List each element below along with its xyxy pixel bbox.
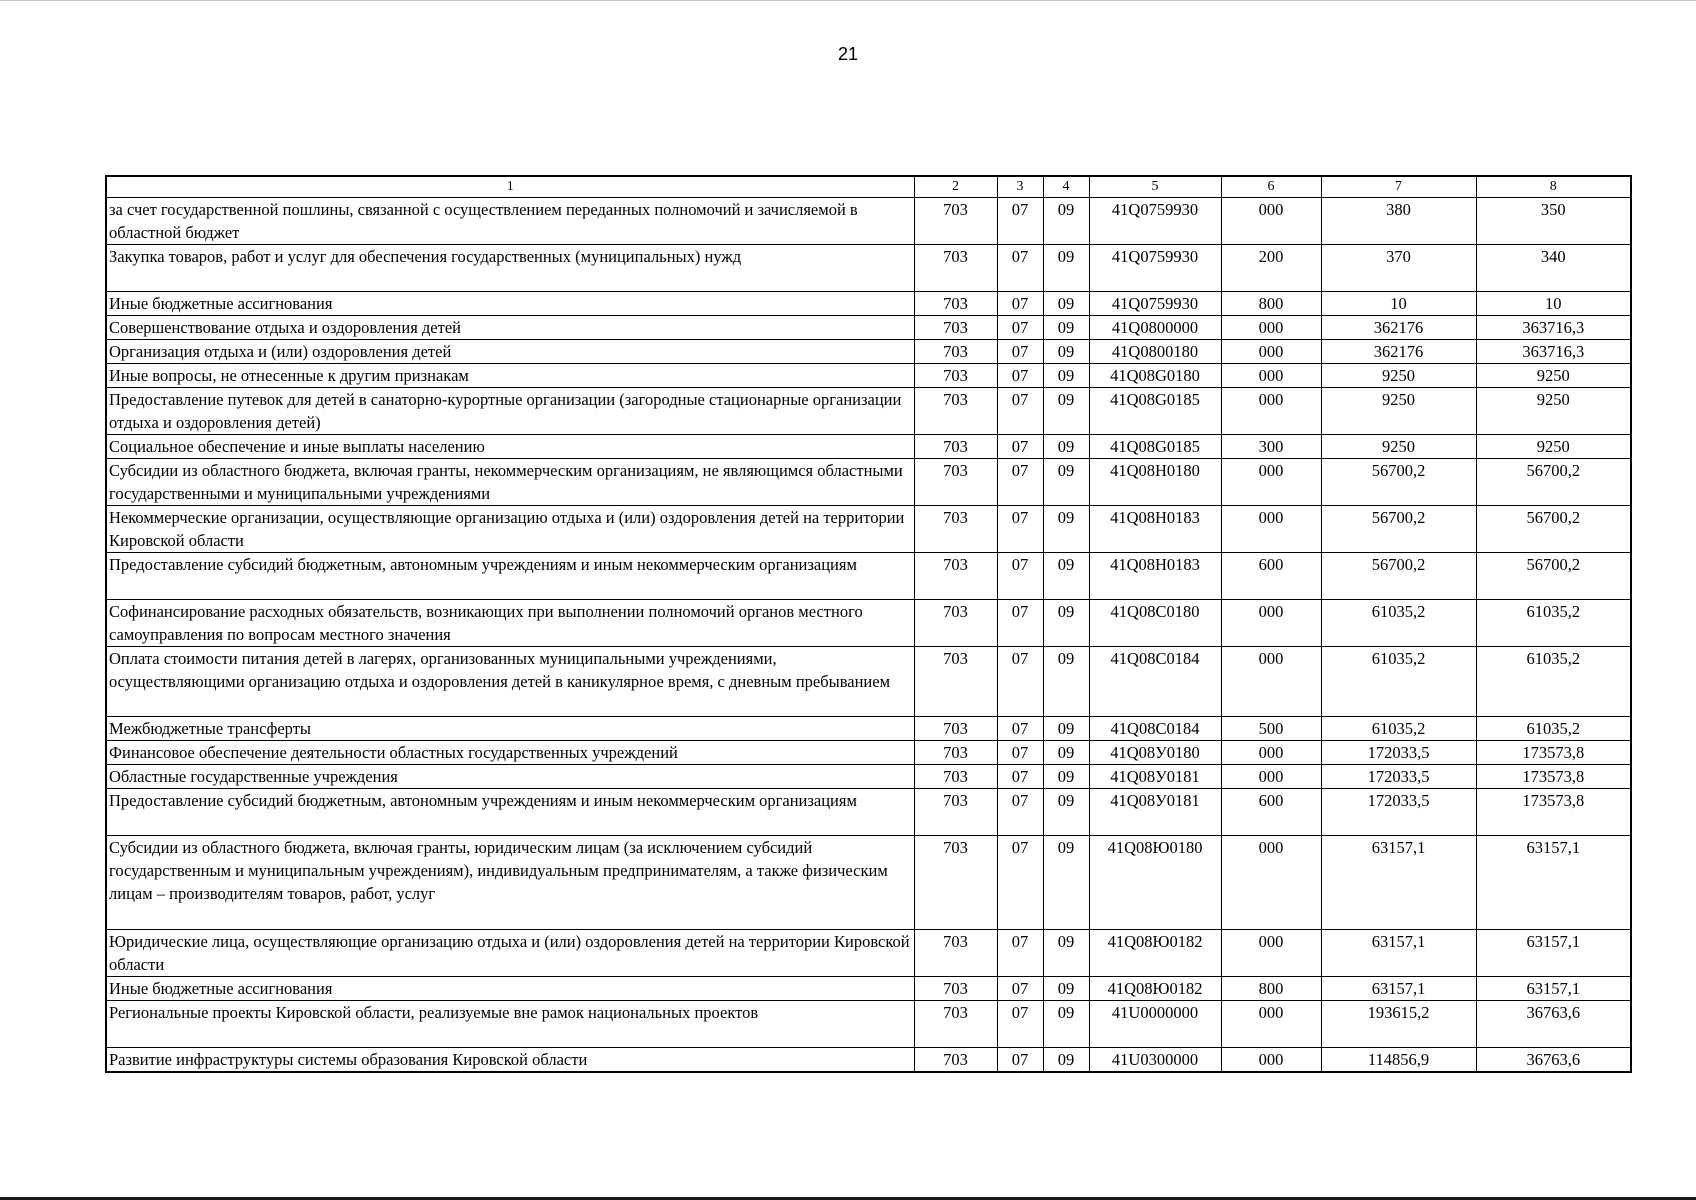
value-8-cell: 173573,8 bbox=[1476, 789, 1631, 836]
table-row bbox=[106, 364, 1631, 388]
row-name-cell: Областные государственные учреждения bbox=[106, 765, 914, 789]
col4-cell: 09 bbox=[1043, 292, 1089, 316]
col3-cell: 07 bbox=[997, 836, 1043, 930]
code-cell: 41Q08C0184 bbox=[1089, 717, 1221, 741]
type-cell: 000 bbox=[1221, 506, 1321, 553]
col3-cell: 07 bbox=[997, 765, 1043, 789]
col4-cell: 09 bbox=[1043, 388, 1089, 435]
code-cell: 41Q08H0180 bbox=[1089, 459, 1221, 506]
col2-cell: 703 bbox=[914, 198, 997, 245]
col3-cell: 07 bbox=[997, 292, 1043, 316]
row-name-cell: Совершенствование отдыха и оздоровления детей bbox=[106, 316, 914, 340]
column-header: 5 bbox=[1089, 176, 1221, 198]
col3-cell: 07 bbox=[997, 388, 1043, 435]
value-8-cell: 61035,2 bbox=[1476, 717, 1631, 741]
table-row bbox=[106, 1001, 1631, 1048]
value-8-cell: 363716,3 bbox=[1476, 340, 1631, 364]
col4-cell: 09 bbox=[1043, 741, 1089, 765]
table-row bbox=[106, 789, 1631, 836]
col4-cell: 09 bbox=[1043, 1048, 1089, 1073]
row-name-cell: Субсидии из областного бюджета, включая гранты, юридическим лицам (за исключением субсидий государственным и муниципальным учреждениям), индивидуальным предпринимателям, а также физическим лицам – производителям товаров, работ, услуг bbox=[106, 836, 914, 930]
col3-cell: 07 bbox=[997, 506, 1043, 553]
type-cell: 000 bbox=[1221, 741, 1321, 765]
col4-cell: 09 bbox=[1043, 717, 1089, 741]
col3-cell: 07 bbox=[997, 198, 1043, 245]
col3-cell: 07 bbox=[997, 741, 1043, 765]
row-name-cell: Некоммерческие организации, осуществляющие организацию отдыха и (или) оздоровления детей на территории Кировской области bbox=[106, 506, 914, 553]
value-8-cell: 340 bbox=[1476, 245, 1631, 292]
col2-cell: 703 bbox=[914, 836, 997, 930]
col2-cell: 703 bbox=[914, 364, 997, 388]
table-row bbox=[106, 600, 1631, 647]
row-name-cell: Социальное обеспечение и иные выплаты населению bbox=[106, 435, 914, 459]
col4-cell: 09 bbox=[1043, 600, 1089, 647]
table-row bbox=[106, 340, 1631, 364]
value-7-cell: 172033,5 bbox=[1321, 741, 1476, 765]
col2-cell: 703 bbox=[914, 553, 997, 600]
col2-cell: 703 bbox=[914, 292, 997, 316]
type-cell: 000 bbox=[1221, 1048, 1321, 1073]
table-row bbox=[106, 930, 1631, 977]
type-cell: 000 bbox=[1221, 600, 1321, 647]
table-row bbox=[106, 836, 1631, 930]
col3-cell: 07 bbox=[997, 717, 1043, 741]
code-cell: 41Q0759930 bbox=[1089, 198, 1221, 245]
col2-cell: 703 bbox=[914, 316, 997, 340]
table-header-row bbox=[106, 176, 1631, 198]
value-8-cell: 36763,6 bbox=[1476, 1001, 1631, 1048]
code-cell: 41Q08G0185 bbox=[1089, 388, 1221, 435]
table-row bbox=[106, 292, 1631, 316]
row-name-cell: Оплата стоимости питания детей в лагерях, организованных муниципальными учреждениями, осуществляющими организацию отдыха и оздоровления детей в каникулярное время, с дневным пребыванием bbox=[106, 647, 914, 717]
table-row bbox=[106, 765, 1631, 789]
col4-cell: 09 bbox=[1043, 836, 1089, 930]
type-cell: 000 bbox=[1221, 930, 1321, 977]
col4-cell: 09 bbox=[1043, 198, 1089, 245]
col2-cell: 703 bbox=[914, 435, 997, 459]
col4-cell: 09 bbox=[1043, 316, 1089, 340]
table-row bbox=[106, 506, 1631, 553]
col4-cell: 09 bbox=[1043, 506, 1089, 553]
column-header: 3 bbox=[997, 176, 1043, 198]
value-7-cell: 9250 bbox=[1321, 435, 1476, 459]
code-cell: 41U0300000 bbox=[1089, 1048, 1221, 1073]
type-cell: 000 bbox=[1221, 1001, 1321, 1048]
col2-cell: 703 bbox=[914, 340, 997, 364]
value-8-cell: 9250 bbox=[1476, 388, 1631, 435]
column-header: 1 bbox=[106, 176, 914, 198]
value-7-cell: 61035,2 bbox=[1321, 647, 1476, 717]
col2-cell: 703 bbox=[914, 459, 997, 506]
table-row bbox=[106, 435, 1631, 459]
col4-cell: 09 bbox=[1043, 245, 1089, 292]
value-8-cell: 363716,3 bbox=[1476, 316, 1631, 340]
type-cell: 000 bbox=[1221, 198, 1321, 245]
value-8-cell: 173573,8 bbox=[1476, 765, 1631, 789]
value-8-cell: 63157,1 bbox=[1476, 836, 1631, 930]
col4-cell: 09 bbox=[1043, 553, 1089, 600]
code-cell: 41Q08Ю0182 bbox=[1089, 977, 1221, 1001]
col2-cell: 703 bbox=[914, 506, 997, 553]
value-7-cell: 380 bbox=[1321, 198, 1476, 245]
value-8-cell: 61035,2 bbox=[1476, 600, 1631, 647]
value-7-cell: 63157,1 bbox=[1321, 930, 1476, 977]
table-row bbox=[106, 977, 1631, 1001]
col4-cell: 09 bbox=[1043, 765, 1089, 789]
col3-cell: 07 bbox=[997, 316, 1043, 340]
col3-cell: 07 bbox=[997, 340, 1043, 364]
table-row bbox=[106, 245, 1631, 292]
value-8-cell: 173573,8 bbox=[1476, 741, 1631, 765]
table-row bbox=[106, 647, 1631, 717]
table-row bbox=[106, 459, 1631, 506]
table-row bbox=[106, 1048, 1631, 1073]
type-cell: 000 bbox=[1221, 340, 1321, 364]
code-cell: 41Q08У0181 bbox=[1089, 765, 1221, 789]
col2-cell: 703 bbox=[914, 765, 997, 789]
value-8-cell: 63157,1 bbox=[1476, 977, 1631, 1001]
table-row bbox=[106, 198, 1631, 245]
row-name-cell: Иные вопросы, не отнесенные к другим признакам bbox=[106, 364, 914, 388]
type-cell: 600 bbox=[1221, 553, 1321, 600]
col2-cell: 703 bbox=[914, 600, 997, 647]
column-header: 7 bbox=[1321, 176, 1476, 198]
code-cell: 41U0000000 bbox=[1089, 1001, 1221, 1048]
value-7-cell: 63157,1 bbox=[1321, 977, 1476, 1001]
value-8-cell: 9250 bbox=[1476, 364, 1631, 388]
row-name-cell: Развитие инфраструктуры системы образования Кировской области bbox=[106, 1048, 914, 1073]
table-body bbox=[106, 198, 1631, 1073]
col2-cell: 703 bbox=[914, 930, 997, 977]
row-name-cell: Финансовое обеспечение деятельности областных государственных учреждений bbox=[106, 741, 914, 765]
top-rule bbox=[0, 0, 1696, 1]
value-8-cell: 36763,6 bbox=[1476, 1048, 1631, 1073]
row-name-cell: Межбюджетные трансферты bbox=[106, 717, 914, 741]
col2-cell: 703 bbox=[914, 717, 997, 741]
table-row bbox=[106, 553, 1631, 600]
type-cell: 000 bbox=[1221, 647, 1321, 717]
type-cell: 800 bbox=[1221, 977, 1321, 1001]
value-8-cell: 63157,1 bbox=[1476, 930, 1631, 977]
col4-cell: 09 bbox=[1043, 977, 1089, 1001]
code-cell: 41Q08Ю0180 bbox=[1089, 836, 1221, 930]
col2-cell: 703 bbox=[914, 1048, 997, 1073]
value-7-cell: 63157,1 bbox=[1321, 836, 1476, 930]
col2-cell: 703 bbox=[914, 741, 997, 765]
type-cell: 500 bbox=[1221, 717, 1321, 741]
col2-cell: 703 bbox=[914, 789, 997, 836]
table-row bbox=[106, 741, 1631, 765]
value-8-cell: 10 bbox=[1476, 292, 1631, 316]
row-name-cell: Софинансирование расходных обязательств, возникающих при выполнении полномочий органов местного самоуправления по вопросам местного значения bbox=[106, 600, 914, 647]
value-7-cell: 193615,2 bbox=[1321, 1001, 1476, 1048]
type-cell: 300 bbox=[1221, 435, 1321, 459]
value-7-cell: 56700,2 bbox=[1321, 553, 1476, 600]
col4-cell: 09 bbox=[1043, 459, 1089, 506]
code-cell: 41Q08У0180 bbox=[1089, 741, 1221, 765]
value-7-cell: 370 bbox=[1321, 245, 1476, 292]
col4-cell: 09 bbox=[1043, 340, 1089, 364]
code-cell: 41Q08C0184 bbox=[1089, 647, 1221, 717]
value-8-cell: 9250 bbox=[1476, 435, 1631, 459]
type-cell: 000 bbox=[1221, 765, 1321, 789]
row-name-cell: Юридические лица, осуществляющие организацию отдыха и (или) оздоровления детей на территории Кировской области bbox=[106, 930, 914, 977]
col2-cell: 703 bbox=[914, 1001, 997, 1048]
value-7-cell: 56700,2 bbox=[1321, 459, 1476, 506]
code-cell: 41Q08У0181 bbox=[1089, 789, 1221, 836]
value-8-cell: 56700,2 bbox=[1476, 459, 1631, 506]
value-7-cell: 172033,5 bbox=[1321, 789, 1476, 836]
col4-cell: 09 bbox=[1043, 930, 1089, 977]
column-header: 6 bbox=[1221, 176, 1321, 198]
col4-cell: 09 bbox=[1043, 364, 1089, 388]
col4-cell: 09 bbox=[1043, 435, 1089, 459]
code-cell: 41Q0759930 bbox=[1089, 292, 1221, 316]
page-number: 21 bbox=[837, 44, 859, 64]
code-cell: 41Q08G0180 bbox=[1089, 364, 1221, 388]
type-cell: 000 bbox=[1221, 836, 1321, 930]
column-header: 2 bbox=[914, 176, 997, 198]
row-name-cell: Предоставление субсидий бюджетным, автономным учреждениям и иным некоммерческим организациям bbox=[106, 789, 914, 836]
col3-cell: 07 bbox=[997, 459, 1043, 506]
budget-table bbox=[105, 175, 1632, 1073]
table-row bbox=[106, 316, 1631, 340]
value-7-cell: 172033,5 bbox=[1321, 765, 1476, 789]
type-cell: 000 bbox=[1221, 316, 1321, 340]
row-name-cell: за счет государственной пошлины, связанной с осуществлением переданных полномочий и зачисляемой в областной бюджет bbox=[106, 198, 914, 245]
code-cell: 41Q0800000 bbox=[1089, 316, 1221, 340]
col2-cell: 703 bbox=[914, 245, 997, 292]
column-header: 8 bbox=[1476, 176, 1631, 198]
value-7-cell: 362176 bbox=[1321, 340, 1476, 364]
row-name-cell: Организация отдыха и (или) оздоровления детей bbox=[106, 340, 914, 364]
col2-cell: 703 bbox=[914, 388, 997, 435]
row-name-cell: Субсидии из областного бюджета, включая гранты, некоммерческим организациям, не являющимся областными государственными и муниципальными учреждениями bbox=[106, 459, 914, 506]
code-cell: 41Q08C0180 bbox=[1089, 600, 1221, 647]
col2-cell: 703 bbox=[914, 647, 997, 717]
column-header: 4 bbox=[1043, 176, 1089, 198]
col3-cell: 07 bbox=[997, 435, 1043, 459]
col3-cell: 07 bbox=[997, 647, 1043, 717]
col3-cell: 07 bbox=[997, 930, 1043, 977]
type-cell: 000 bbox=[1221, 364, 1321, 388]
col3-cell: 07 bbox=[997, 245, 1043, 292]
code-cell: 41Q08H0183 bbox=[1089, 506, 1221, 553]
value-8-cell: 350 bbox=[1476, 198, 1631, 245]
code-cell: 41Q0759930 bbox=[1089, 245, 1221, 292]
col4-cell: 09 bbox=[1043, 647, 1089, 717]
value-7-cell: 61035,2 bbox=[1321, 717, 1476, 741]
row-name-cell: Предоставление субсидий бюджетным, автономным учреждениям и иным некоммерческим организациям bbox=[106, 553, 914, 600]
row-name-cell: Закупка товаров, работ и услуг для обеспечения государственных (муниципальных) нужд bbox=[106, 245, 914, 292]
col3-cell: 07 bbox=[997, 553, 1043, 600]
value-8-cell: 61035,2 bbox=[1476, 647, 1631, 717]
row-name-cell: Иные бюджетные ассигнования bbox=[106, 977, 914, 1001]
code-cell: 41Q08Ю0182 bbox=[1089, 930, 1221, 977]
value-7-cell: 56700,2 bbox=[1321, 506, 1476, 553]
row-name-cell: Иные бюджетные ассигнования bbox=[106, 292, 914, 316]
table-row bbox=[106, 717, 1631, 741]
col4-cell: 09 bbox=[1043, 1001, 1089, 1048]
value-7-cell: 9250 bbox=[1321, 364, 1476, 388]
col4-cell: 09 bbox=[1043, 789, 1089, 836]
col3-cell: 07 bbox=[997, 1001, 1043, 1048]
col3-cell: 07 bbox=[997, 789, 1043, 836]
type-cell: 000 bbox=[1221, 388, 1321, 435]
value-7-cell: 9250 bbox=[1321, 388, 1476, 435]
value-7-cell: 61035,2 bbox=[1321, 600, 1476, 647]
row-name-cell: Предоставление путевок для детей в санаторно-курортные организации (загородные стационарные организации отдыха и оздоровления детей) bbox=[106, 388, 914, 435]
value-8-cell: 56700,2 bbox=[1476, 553, 1631, 600]
type-cell: 600 bbox=[1221, 789, 1321, 836]
row-name-cell: Региональные проекты Кировской области, реализуемые вне рамок национальных проектов bbox=[106, 1001, 914, 1048]
code-cell: 41Q0800180 bbox=[1089, 340, 1221, 364]
value-7-cell: 10 bbox=[1321, 292, 1476, 316]
col3-cell: 07 bbox=[997, 977, 1043, 1001]
type-cell: 200 bbox=[1221, 245, 1321, 292]
code-cell: 41Q08H0183 bbox=[1089, 553, 1221, 600]
col3-cell: 07 bbox=[997, 1048, 1043, 1073]
table-row bbox=[106, 388, 1631, 435]
col2-cell: 703 bbox=[914, 977, 997, 1001]
code-cell: 41Q08G0185 bbox=[1089, 435, 1221, 459]
col3-cell: 07 bbox=[997, 600, 1043, 647]
type-cell: 800 bbox=[1221, 292, 1321, 316]
value-8-cell: 56700,2 bbox=[1476, 506, 1631, 553]
col3-cell: 07 bbox=[997, 364, 1043, 388]
value-7-cell: 114856,9 bbox=[1321, 1048, 1476, 1073]
value-7-cell: 362176 bbox=[1321, 316, 1476, 340]
type-cell: 000 bbox=[1221, 459, 1321, 506]
